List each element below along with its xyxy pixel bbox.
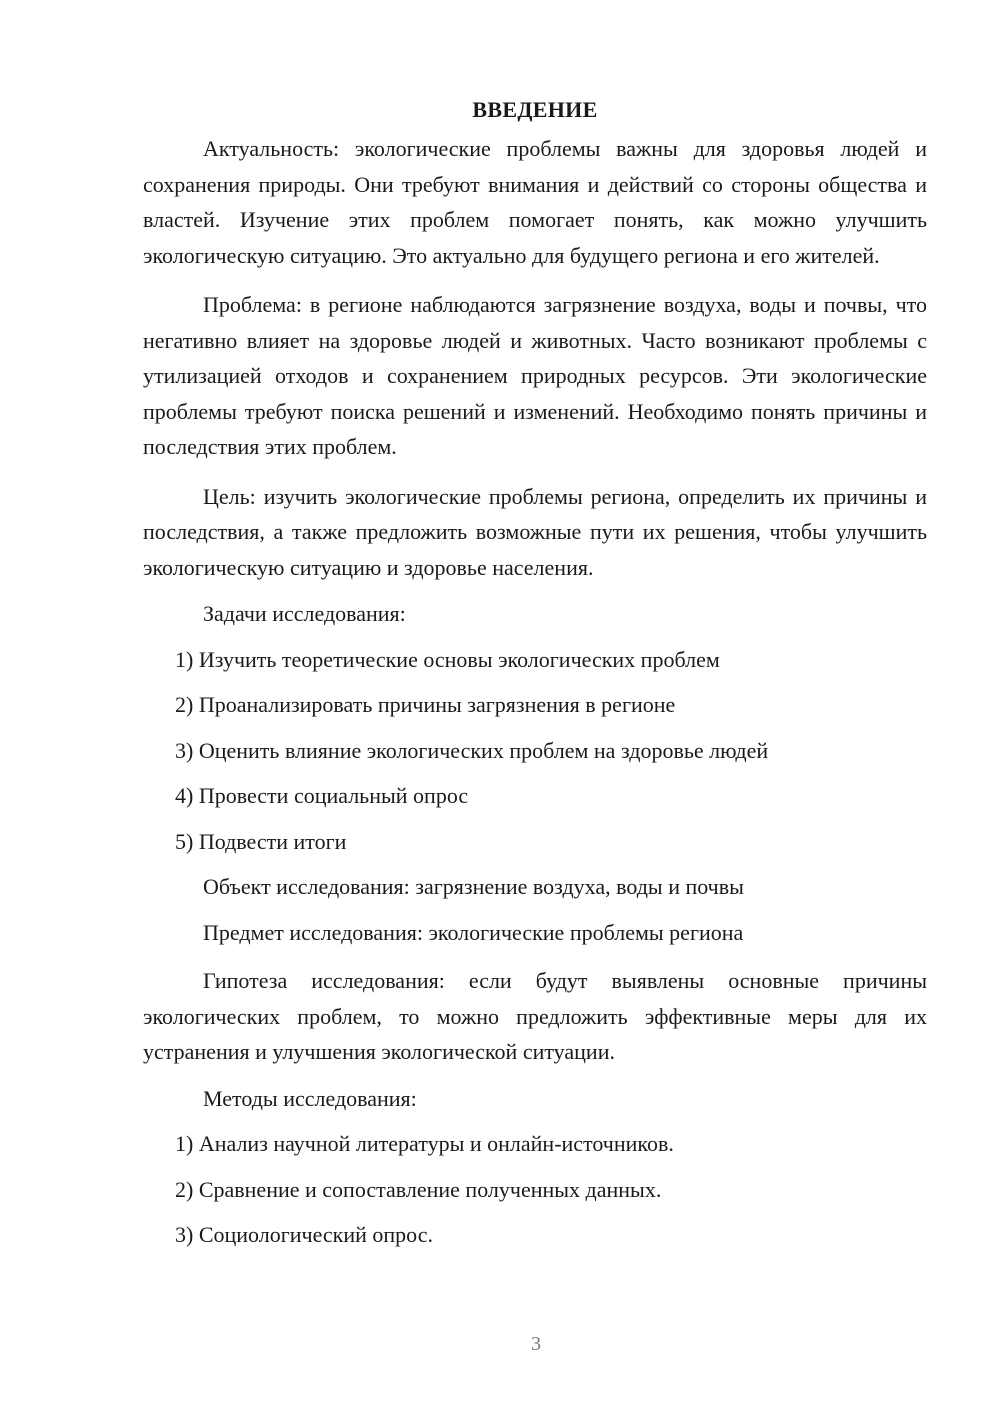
problem-paragraph: Проблема: в регионе наблюдаются загрязнение воздуха, воды и почвы, что негативно влияет на здоровье людей и животных. Часто возникают проблемы с утилизацией отходов и сохранением природных ресурсов. Эти экологические проблемы требуют поиска решений и изменений. Необходимо понять причины и последствия этих проблем.: [143, 292, 927, 459]
hypothesis-paragraph: Гипотеза исследования: если будут выявлены основные причины экологических проблем, то можно предложить эффективные меры для их устранения и улучшения экологической ситуации.: [143, 968, 927, 1064]
method-item: 3) Социологический опрос.: [175, 1222, 433, 1247]
tasks-title: Задачи исследования:: [203, 601, 406, 626]
research-subject: Предмет исследования: экологические проблемы региона: [203, 919, 744, 945]
document-page: [143, 95, 927, 1266]
page-number: 3: [531, 1333, 541, 1355]
task-item: 3) Оценить влияние экологических проблем на здоровье людей: [175, 737, 769, 763]
goal-paragraph: Цель: изучить экологические проблемы региона, определить их причины и последствия, а также предложить возможные пути их решения, чтобы улучшить экологическую ситуацию и здоровье населения.: [143, 483, 927, 580]
task-item: 5) Подвести итоги: [175, 828, 347, 854]
page-title: ВВЕДЕНИЕ: [472, 97, 598, 122]
task-item: 4) Провести социальный опрос: [175, 783, 469, 808]
method-item: 1) Анализ научной литературы и онлайн-источников.: [175, 1131, 674, 1156]
relevance-paragraph: Актуальность: экологические проблемы важны для здоровья людей и сохранения природы. Они требуют внимания и действий со стороны общества и властей. Изучение этих проблем помогает понять, как можно улучшить экологическую ситуацию. Это актуально для будущего региона и его жителей.: [143, 136, 927, 268]
task-item: 2) Проанализировать причины загрязнения в регионе: [175, 692, 676, 717]
method-item: 2) Сравнение и сопоставление полученных данных.: [175, 1176, 662, 1202]
methods-title: Методы исследования:: [203, 1085, 417, 1111]
research-object: Объект исследования: загрязнение воздуха, воды и почвы: [203, 874, 744, 899]
task-item: 1) Изучить теоретические основы экологических проблем: [175, 646, 720, 672]
